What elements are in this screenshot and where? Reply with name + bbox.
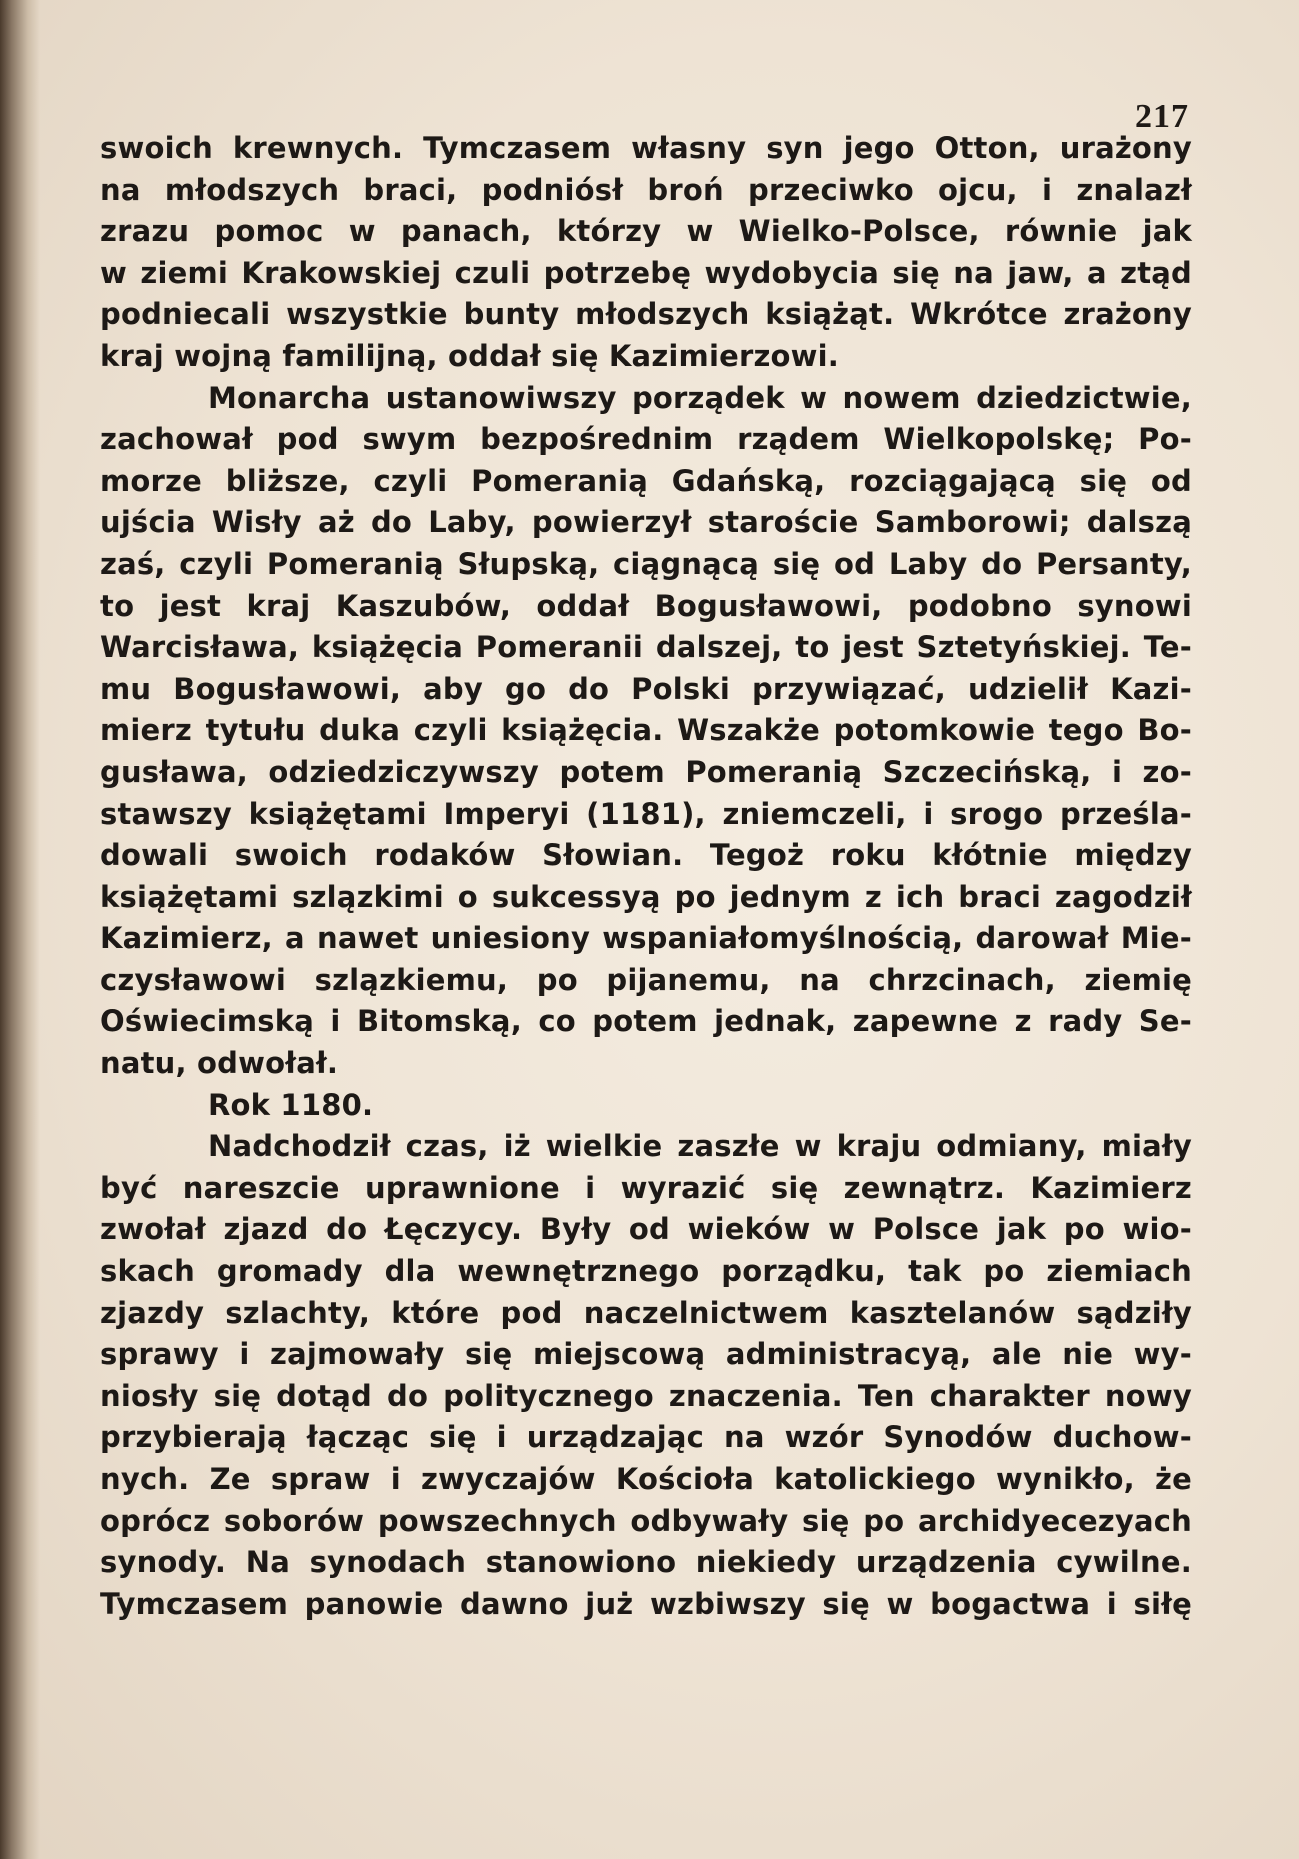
text-line: książętami szlązkimi o sukcessyą po jednym z ich braci zagodził <box>100 879 1192 914</box>
text-line: dowali swoich rodaków Słowian. Tegoż roku kłótnie między <box>100 838 1192 873</box>
body-text <box>100 128 1192 1625</box>
text-line: zaś, czyli Pomeranią Słupską, ciągnącą się od Laby do Persanty, <box>100 546 1192 581</box>
text-line: mu Bogusławowi, aby go do Polski przywiązać, udzielił Kazi- <box>100 671 1192 706</box>
text-line: morze bliższe, czyli Pomeranią Gdańską, rozciągającą się od <box>100 463 1192 498</box>
text-line: natu, odwołał. <box>100 1046 339 1081</box>
text-line: ujścia Wisły aż do Laby, powierzył staroście Samborowi; dalszą <box>100 505 1192 540</box>
text-line: w ziemi Krakowskiej czuli potrzebę wydobycia się na jaw, a ztąd <box>100 255 1192 290</box>
text-line: synody. Na synodach stanowiono niekiedy urządzenia cywilne. <box>100 1545 1192 1580</box>
text-line: Warcisława, książęcia Pomeranii dalszej, to jest Sztetyńskiej. Te- <box>100 630 1192 665</box>
text-line: skach gromady dla wewnętrznego porządku, tak po ziemiach <box>100 1254 1192 1289</box>
text-line: Nadchodził czas, iż wielkie zaszłe w kraju odmiany, miały <box>208 1129 1192 1164</box>
text-line: czysławowi szlązkiemu, po pijanemu, na chrzcinach, ziemię <box>100 962 1192 997</box>
text-line: swoich krewnych. Tymczasem własny syn jego Otton, urażony <box>100 131 1192 165</box>
text-line: przybierają łącząc się i urządzając na wzór Synodów duchow- <box>100 1420 1192 1455</box>
text-line: niosły się dotąd do politycznego znaczenia. Ten charakter nowy <box>100 1378 1192 1413</box>
text-line: Monarcha ustanowiwszy porządek w nowem dziedzictwie, <box>208 380 1192 415</box>
text-line: to jest kraj Kaszubów, oddał Bogusławowi, podobno synowi <box>100 588 1192 623</box>
text-line: nych. Ze spraw i zwyczajów Kościoła katolickiego wynikło, że <box>100 1462 1192 1496</box>
text-line: gusława, odziedziczywszy potem Pomeranią Szczecińską, i zo- <box>100 754 1192 789</box>
text-line: Kazimierz, a nawet uniesiony wspaniałomyślnością, darował Mie- <box>100 921 1192 956</box>
text-line: zrazu pomoc w panach, którzy w Wielko-Polsce, równie jak <box>100 214 1192 249</box>
text-line: zjazdy szlachty, które pod naczelnictwem kasztelanów sądziły <box>100 1295 1192 1330</box>
page-number: 217 <box>1135 98 1189 135</box>
text-line: oprócz soborów powszechnych odbywały się po archidyecezyach <box>100 1503 1192 1538</box>
text-line: zwołał zjazd do Łęczycy. Były od wieków w Polsce jak po wio- <box>100 1212 1192 1247</box>
text-line: na młodszych braci, podniósł broń przeciwko ojcu, i znalazł <box>100 172 1192 207</box>
binding-edge <box>0 0 40 1859</box>
text-line: Oświecimską i Bitomską, co potem jednak, zapewne z rady Se- <box>100 1004 1192 1039</box>
text-line: stawszy książętami Imperyi (1181), zniemczeli, i srogo prześla- <box>100 796 1192 831</box>
text-line: kraj wojną familijną, oddał się Kazimierzowi. <box>100 338 840 373</box>
text-line: Tymczasem panowie dawno już wzbiwszy się w bogactwa i siłę <box>100 1586 1192 1621</box>
text-line: być nareszcie uprawnione i wyrazić się zewnątrz. Kazimierz <box>100 1170 1192 1205</box>
text-line: podniecali wszystkie bunty młodszych książąt. Wkrótce zrażony <box>100 297 1192 332</box>
text-line: sprawy i zajmowały się miejscową administracyą, ale nie wy- <box>100 1337 1192 1372</box>
text-line: zachował pod swym bezpośrednim rządem Wielkopolskę; Po- <box>100 422 1192 457</box>
text-line: Rok 1180. <box>208 1087 374 1122</box>
text-line: mierz tytułu duka czyli książęcia. Wszakże potomkowie tego Bo- <box>100 713 1192 748</box>
